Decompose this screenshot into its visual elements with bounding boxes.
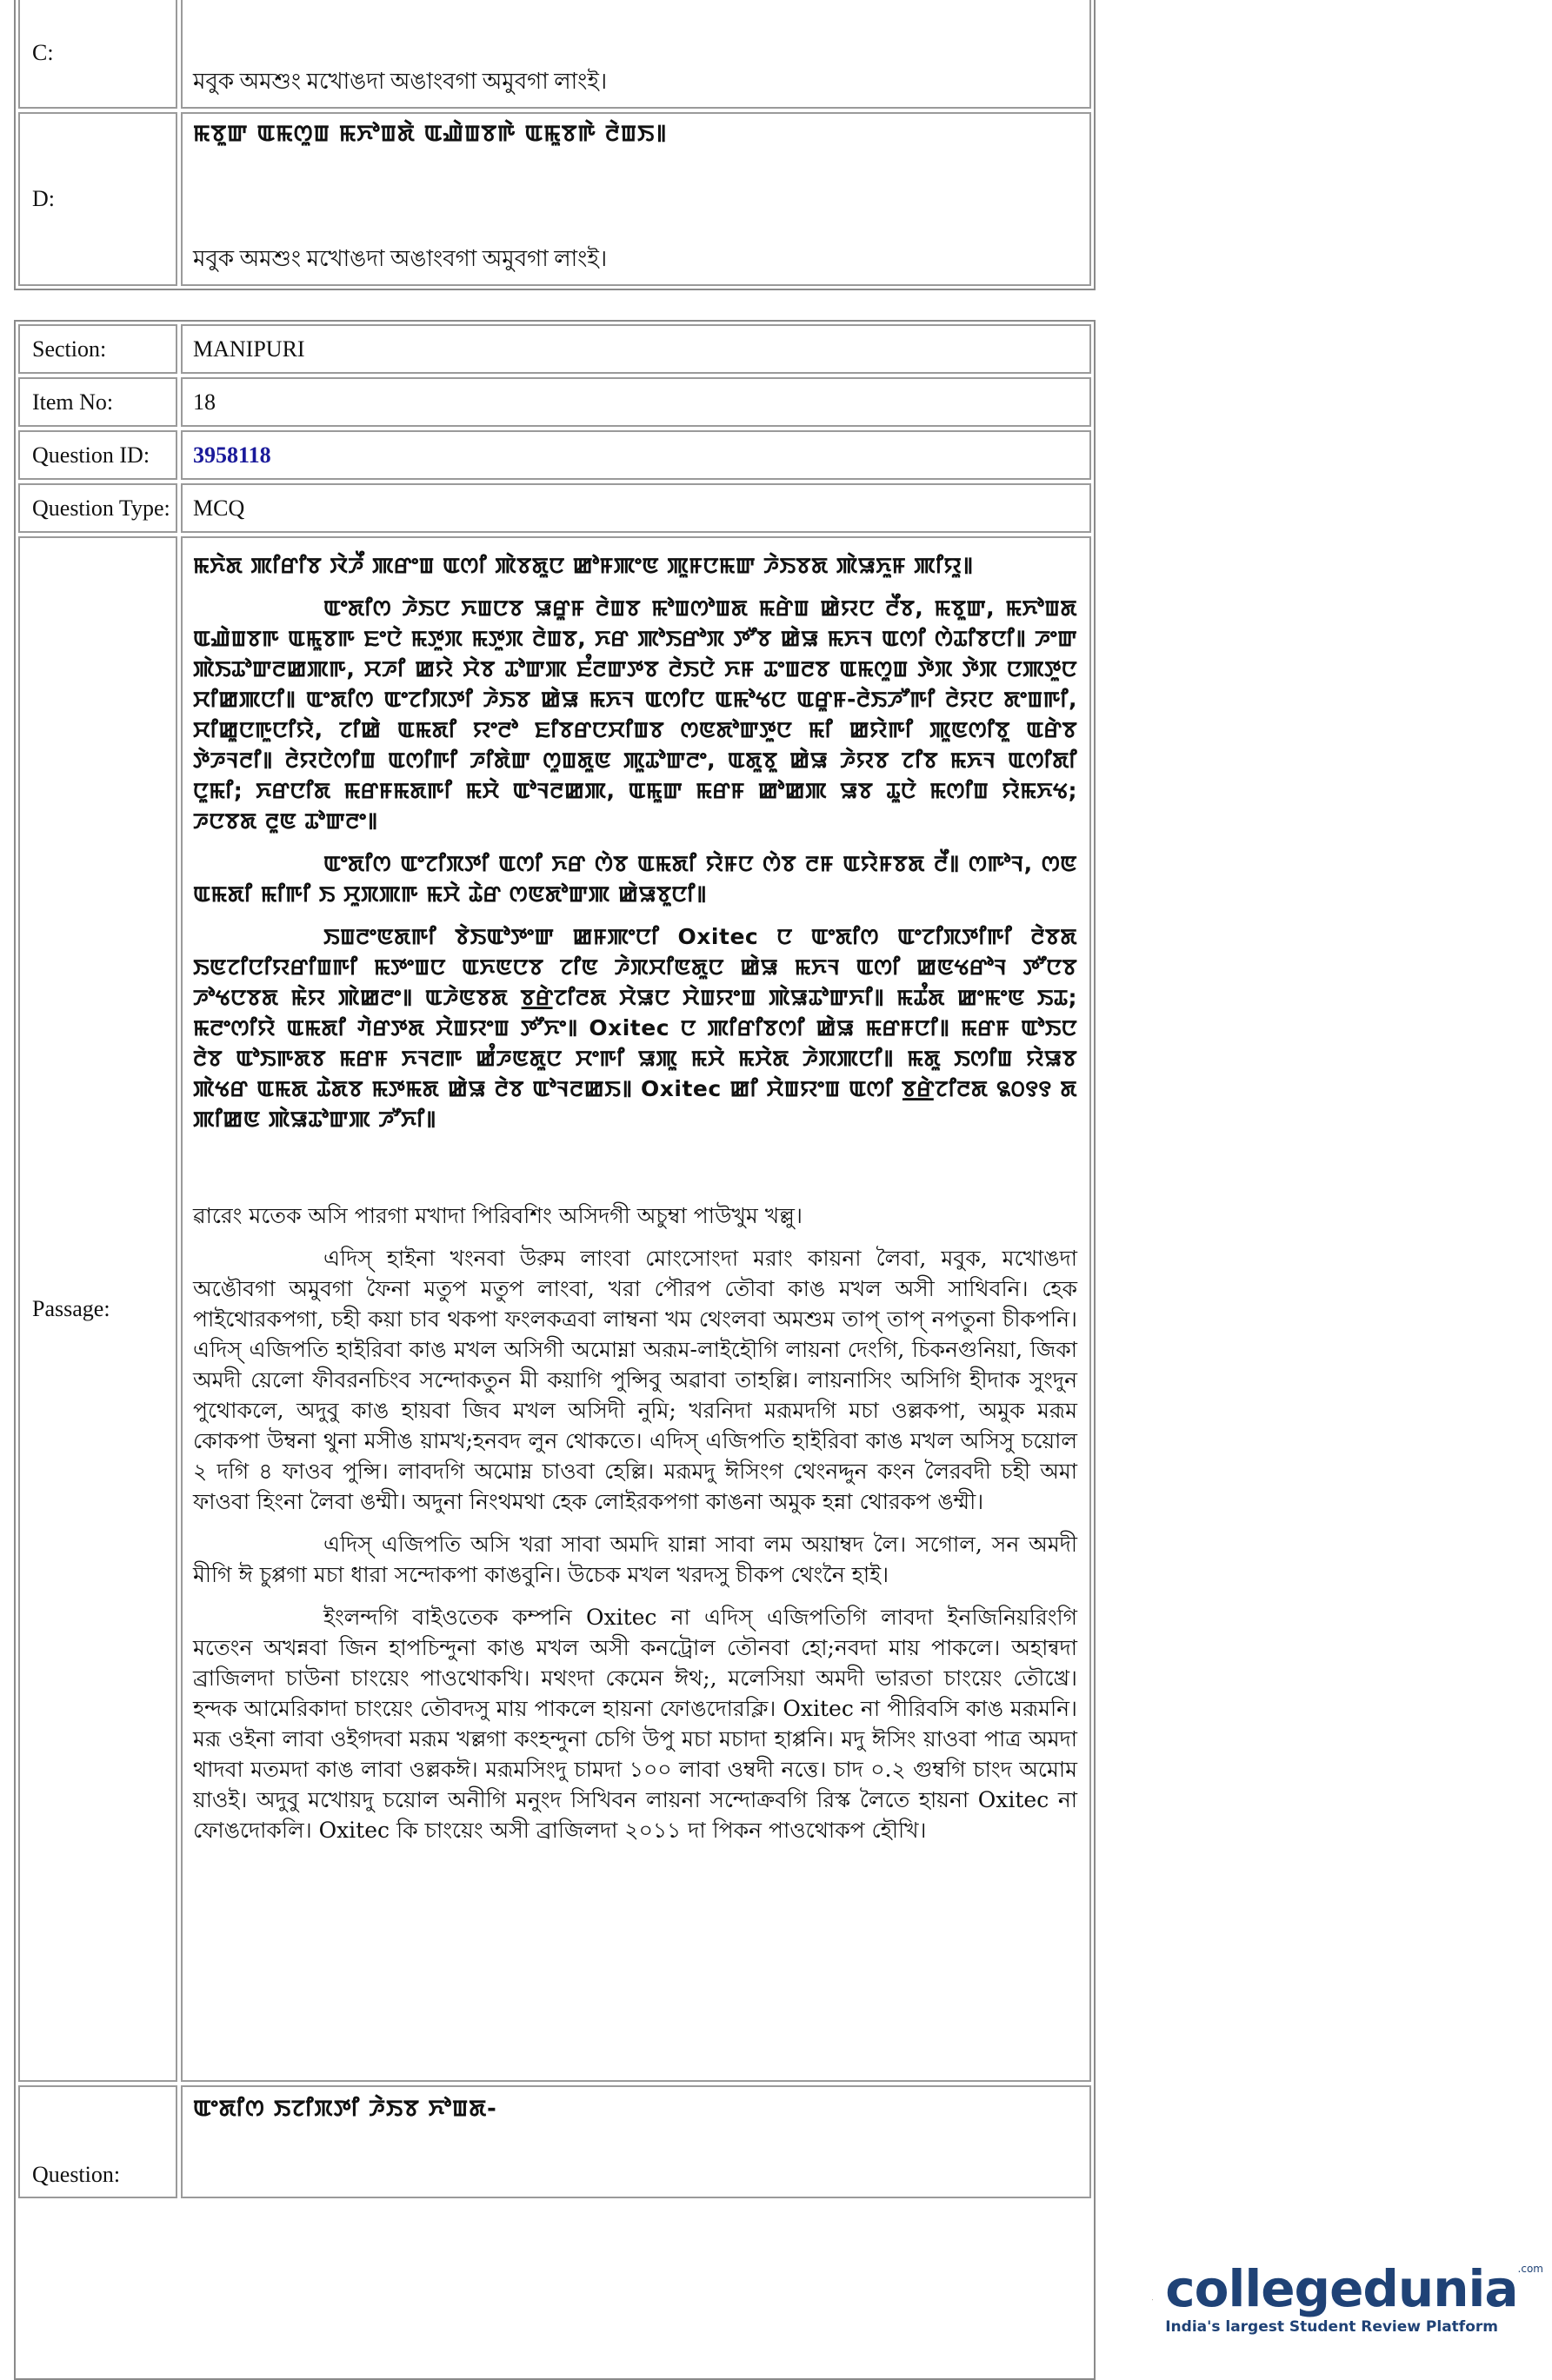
option-d-label: D: [18,112,177,286]
passage-meitei-paragraph-3: ꯏꯡꯂꯦꯟꯗꯒꯤ ꯕꯥꯏꯑꯣꯇꯦꯛ ꯀꯝꯄꯦꯅꯤ Oxitec ꯅ ꯑꯦꯗꯤꯁ ꯑꯦꯖꯤꯞꯇꯤꯒꯤ ꯂꯥꯕꯗ ꯏꯟꯖꯤꯅꯤꯌꯔꯤꯡꯒꯤ ꯃꯇꯦꯡꯅ ꯑꯈꯟꯅꯕ ꯖꯤꯟ ꯍꯥꯞꯆꯤꯟꯗꯨꯅ ꯀꯥꯎ ꯃꯈꯜ ꯑꯁꯤ ꯀꯟꯠꯔꯣꯜ ꯇꯧꯅꯕ ꯍꯣꯠꯅꯕꯗ ꯃꯥꯌ ꯄꯥꯀꯂꯦ꯫ ꯑꯍꯥꯟꯕꯗ ꯕ꯭ꯔꯥꯖꯤꯂꯗ ꯆꯥꯎꯅ ꯆꯥꯡꯌꯦꯡ ꯄꯥꯎꯊꯣꯛꯈꯤ꯫ ꯃꯊꯪꯗ ꯀꯦꯃꯦꯟ ꯏꯊ; ꯃꯂꯦꯁꯤꯌꯥ ꯑꯃꯗꯤ ꯚꯥꯔꯇꯗ ꯆꯥꯡꯌꯦꯡ ꯇꯧꯈꯦ꯫ Oxitec ꯅ ꯄꯤꯔꯤꯕꯁꯤ ꯀꯥꯎ ꯃꯔꯝꯅꯤ꯫ ꯃꯔꯝ ꯑꯣꯏꯅ ꯂꯥꯕ ꯑꯣꯏꯒꯗꯕ ꯃꯔꯝ ꯈꯜꯂꯒ ꯀꯪꯍꯟꯗꯨꯅ ꯆꯦꯒꯤ ꯎꯄꯨ ꯃꯆꯥ ꯃꯆꯥꯗ ꯍꯥꯞꯄꯅꯤ꯫ ꯃꯗꯨ ꯏꯁꯤꯡ ꯌꯥꯎꯕ ꯄꯥꯠꯔ ꯑꯃꯗ ꯊꯥꯗꯕ ꯃꯇꯃꯗ ꯀꯥꯎ ꯂꯥꯕ ꯑꯣꯜꯂꯀꯏ꯫ Oxitec ꯀꯤ ꯆꯥꯡꯌꯦꯡ ꯑꯁꯤ ꯕ꯭ꯔꯥꯖꯤꯂꯗ ꯲꯰꯱꯱ ꯗ ꯄꯤꯀꯟ ꯄꯥꯎꯊꯣꯛꯄ ꯍꯧꯈꯤ꯫ [193,921,1077,1134]
passage-meitei-paragraph-1: ꯑꯦꯗꯤꯁ ꯍꯥꯏꯅ ꯈꯡꯅꯕ ꯎꯔꯨꯝ ꯂꯥꯡꯕ ꯃꯣꯡꯁꯣꯡꯗ ꯃꯔꯥꯡ ꯀꯥꯌꯅ ꯂꯩꯕ, ꯃꯕꯨꯛ, ꯃꯈꯣꯡꯗ ꯑꯉꯥꯡꯕꯒ ꯑꯃꯨꯕꯒ ꯐꯦꯅꯥ ꯃꯇꯨꯞ ꯃꯇꯨꯞ ꯂꯥꯡꯕ, ꯈꯔ ꯄꯣꯏꯔꯣꯞ ꯇꯧꯕ ꯀꯥꯎ ꯃꯈꯜ ꯑꯁꯤ ꯁꯥꯊꯤꯕꯅꯤ꯫ ꯍꯦꯛ ꯄꯥꯏꯊꯣꯛꯂꯀꯄꯒ, ꯆꯍꯤ ꯀꯌꯥ ꯆꯥꯕ ꯊꯣꯛꯄ ꯐꯪꯂꯛꯇꯕ ꯂꯥꯏꯅꯥ ꯈꯝ ꯊꯦꯡꯂꯕ ꯑꯃꯁꯨꯡ ꯇꯥꯞ ꯇꯥꯞ ꯅꯄꯇꯨꯅ ꯆꯤꯀꯄꯅꯤ꯫ ꯑꯦꯗꯤꯁ ꯑꯦꯖꯤꯞꯇꯤ ꯍꯥꯏꯕ ꯀꯥꯎ ꯃꯈꯜ ꯑꯁꯤꯅ ꯑꯃꯣꯠꯅ ꯑꯔꯨꯝ-ꯂꯥꯏꯍꯧꯒꯤ ꯂꯥꯌꯅ ꯗꯦꯡꯒꯤ, ꯆꯤꯀꯨꯅꯒꯨꯅꯤꯌꯥ, ꯖꯤꯀꯥ ꯑꯃꯗꯤ ꯌꯦꯂꯣ ꯐꯤꯕꯔꯅꯆꯤꯡꯕ ꯁꯟꯗꯣꯛꯇꯨꯅ ꯃꯤ ꯀꯌꯥꯒꯤ ꯄꯨꯟꯁꯤꯕꯨ ꯑꯔꯥꯕ ꯇꯥꯍꯜꯂꯤ꯫ ꯂꯥꯌꯅꯥꯁꯤꯡ ꯑꯁꯤꯒꯤ ꯍꯤꯗꯥꯛ ꯁꯨꯡꯗꯨꯟ ꯄꯨꯊꯣꯛꯂꯦ, ꯑꯗꯨꯕꯨ ꯀꯥꯎ ꯍꯥꯌꯕ ꯖꯤꯕ ꯃꯈꯜ ꯑꯁꯤꯗꯤ ꯅꯨꯃꯤ; ꯈꯔꯅꯤꯗ ꯃꯔꯝꯃꯗꯒꯤ ꯃꯆꯥ ꯑꯣꯜꯂꯀꯄ, ꯑꯃꯨꯛ ꯃꯔꯝ ꯀꯣꯀꯄ ꯎꯕ ꯊꯨꯅꯥ ꯃꯁꯤꯡ ꯌꯥꯃꯈꯠ; ꯍꯅꯕꯗ ꯂꯨꯟ ꯊꯣꯛꯂꯦ꯫ [193,593,1077,836]
logo-tagline: India's largest Student Review Platform [1165,2318,1543,2336]
passage-bengali-paragraph-1: এদিস্ হাইনা খংনবা উরুম লাংবা মোংসোংদা মরাং কায়না লৈবা, মবুক, মখোঙদা অঙৌবগা অমুবগা ফৈনা মতুপ মতুপ লাংবা, খরা পৌরপ তৌবা কাঙ মখল অসী সাথিবনি। হেক পাইথোরকপগা, চহী কয়া চাব থকপা ফংলকত্রবা লাম্বনা খম থেংলবা অমশুম তাপ্ তাপ্ নপতুনা চীকপনি। এদিস্ এজিপতি হাইরিবা কাঙ মখল অসিগী অমোম্না অরূম-লাইহৌগি লায়না দেংগি, চিকনগুনিয়া, জিকা অমদী য়েলো ফীবরনচিংব সন্দোকতুন মী কয়াগি পুন্সিবু অৱাবা তাহল্লি। লায়নাসিং অসিগি হীদাক সুংদুন পুথোকলে, অদুবু কাঙ হায়বা জিব মখল অসিদী নুমি; খরনিদা মরূমদগি মচা ওল্লকপা, অমুক মরূম কোকপা উম্বনা থুনা মসীঙ য়ামখ;হনবদ লুন থোকতে। এদিস্ এজিপতি হাইরিবা কাঙ মখল অসিসু চয়োল ২ দগি ৪ ফাওব পুন্সি। লাবদগি অমোম্ন চাওবা হেল্লি। মরূমদু ঈসিংগ থেংনদ্দুন কংন লৈরবদী চহী অমা ফাওবা হিংনা লৈবা ঙম্মী। অদুনা নিংথমথা হেক লোইরকপগা কাঙনা অমুক হন্না থোরকপ ঙম্মী। [193,1243,1077,1517]
passage-bengali-paragraph-3: ইংলন্দগি বাইওতেক কম্পনি Oxitec না এদিস্ এজিপতিগি লাবদা ইনজিনিয়রিংগি মতেংন অখন্নবা জিন হাপচিন্দুনা কাঙ মখল অসী কনট্রোল তৌনবা হো;নবদা মায় পাকলে। অহান্বদা ব্রাজিলদা চাউনা চাংয়েং পাওথোকখি। মথংদা কেমেন ঈথ;, মলেসিয়া অমদী ভারতা চাংয়েং তৌখ্রে। হন্দক আমেরিকাদা চাংয়েং তৌবদসু মায় পাকলে হায়না ফোঙদোরক্লি। Oxitec না পীরিবসি কাঙ মরূমনি। মরূ ওইনা লাবা ওইগদবা মরূম খল্লগা কংহন্দুনা চেগি উপু মচা মচাদা হাপ্পনি। মদু ঈসিং য়াওবা পাত্র অমদা থাদবা মতমদা কাঙ লাবা ওল্লকঈ। মরূমসিংদু চামদা ১০০ লাবা ওম্বদী নত্তে। চাদ ০.২ গুম্বগি চাংদ অমোম য়াওই। অদুবু মখোয়দু চয়োল অনীগি মনুংদ সিখিবন লায়না সন্দোক্রবগি রিস্ক লৈতে হায়না Oxitec না ফোঙদোকলি। Oxitec কি চাংয়েং অসী ব্রাজিলদা ২০১১ দা পিকন পাওথোকপ হৌখি। [193,1602,1077,1845]
logo-wordmark [1165,2263,1543,2315]
question-type-value: MCQ [181,483,1091,533]
option-d-meitei-text: ꯃꯕꯨꯛ ꯑꯃꯁꯨꯡ ꯃꯈꯣꯡꯗꯥ ꯑꯉꯥꯡꯕꯒꯥ ꯑꯃꯨꯕꯒꯥ ꯂꯥꯡꯏ꯫ [193,119,667,149]
section-row [18,324,1091,374]
option-c-label: C: [18,0,177,109]
logo-name: collegedunia [1165,2259,1517,2318]
item-no-label: Item No: [18,377,177,427]
passage-spacer [193,1147,1077,1200]
question-label: Question: [18,2085,177,2198]
passage-meitei-paragraph-2: ꯑꯦꯗꯤꯁ ꯑꯦꯖꯤꯞꯇꯤ ꯑꯁꯤ ꯈꯔ ꯁꯥꯕ ꯑꯃꯗꯤ ꯌꯥꯝꯅ ꯁꯥꯕ ꯂꯝ ꯑꯌꯥꯝꯕꯗ ꯂꯩ꯫ ꯁꯒꯣꯜ, ꯁꯟ ꯑꯃꯗꯤ ꯃꯤꯒꯤ ꯏ ꯆꯨꯞꯄꯒ ꯃꯆꯥ ꯊꯥꯔ ꯁꯟꯗꯣꯛꯄ ꯀꯥꯎꯕꯨꯅꯤ꯫ [193,848,1077,909]
options-table-continued [14,0,1096,290]
passage-label: Passage: [18,536,177,2082]
passage-bengali-instruction: ৱারেং মতেক অসি পারগা মখাদা পিরিবশিং অসিদগী অচুম্বা পাউখুম খল্লু। [193,1200,1077,1231]
question-type-label: Question Type: [18,483,177,533]
passage-row [18,536,1091,2082]
student-mascot-icon [1152,2241,1153,2358]
option-c-row [18,0,1091,109]
option-d-row [18,112,1091,286]
collegedunia-logo[interactable] [1152,2238,1543,2360]
passage-meitei-block [193,550,1077,1134]
passage-content [181,536,1091,2082]
question-row [18,2085,1091,2198]
question-value [181,2085,1091,2198]
option-d-bengali-text: মবুক অমশুং মখোঙদা অঙাংবগা অমুবগা লাংই। [193,244,607,274]
option-d-value [181,112,1091,286]
section-label: Section: [18,324,177,374]
logo-com: .com [1518,2263,1543,2275]
passage-bengali-paragraph-2: এদিস্ এজিপতি অসি খরা সাবা অমদি য়ান্না সাবা লম অয়াম্বদ লৈ। সগোল, সন অমদী মীগি ঈ চুপ্পগা মচা ধারা সন্দোকপা কাঙবুনি। উচেক মখল খরদসু চীকপ থেংনৈ হাই। [193,1529,1077,1590]
question-id-row [18,430,1091,480]
passage-bengali-block [193,1200,1077,1845]
question-type-row [18,483,1091,533]
logo-text [1165,2263,1543,2336]
item-no-value: 18 [181,377,1091,427]
question-text: ꯑꯦꯗꯤꯁ ꯏꯖꯤꯞꯇꯤ ꯍꯥꯏꯕ ꯈꯣꯡꯗ- [193,2094,497,2124]
question-table [14,320,1096,2380]
option-c-bengali-text: মবুক অমশুং মখোঙদা অঙাংবগা অমুবগা লাংই। [193,67,607,96]
question-id-value: 3958118 [181,430,1091,480]
section-value: MANIPURI [181,324,1091,374]
item-no-row [18,377,1091,427]
option-c-value [181,0,1091,109]
question-id-label: Question ID: [18,430,177,480]
passage-meitei-instruction: ꯃꯈꯥꯗ ꯄꯤꯔꯤꯕ ꯋꯥꯍꯩ ꯄꯔꯦꯡ ꯑꯁꯤ ꯄꯥꯕꯗꯨꯅ ꯀꯣꯝꯄꯦꯟ ꯄꯨꯝꯅꯃꯛ ꯍꯥꯏꯕꯗ ꯄꯥꯎꯈꯨꯝ ꯄꯤꯌꯨ꯫ [193,550,1077,581]
